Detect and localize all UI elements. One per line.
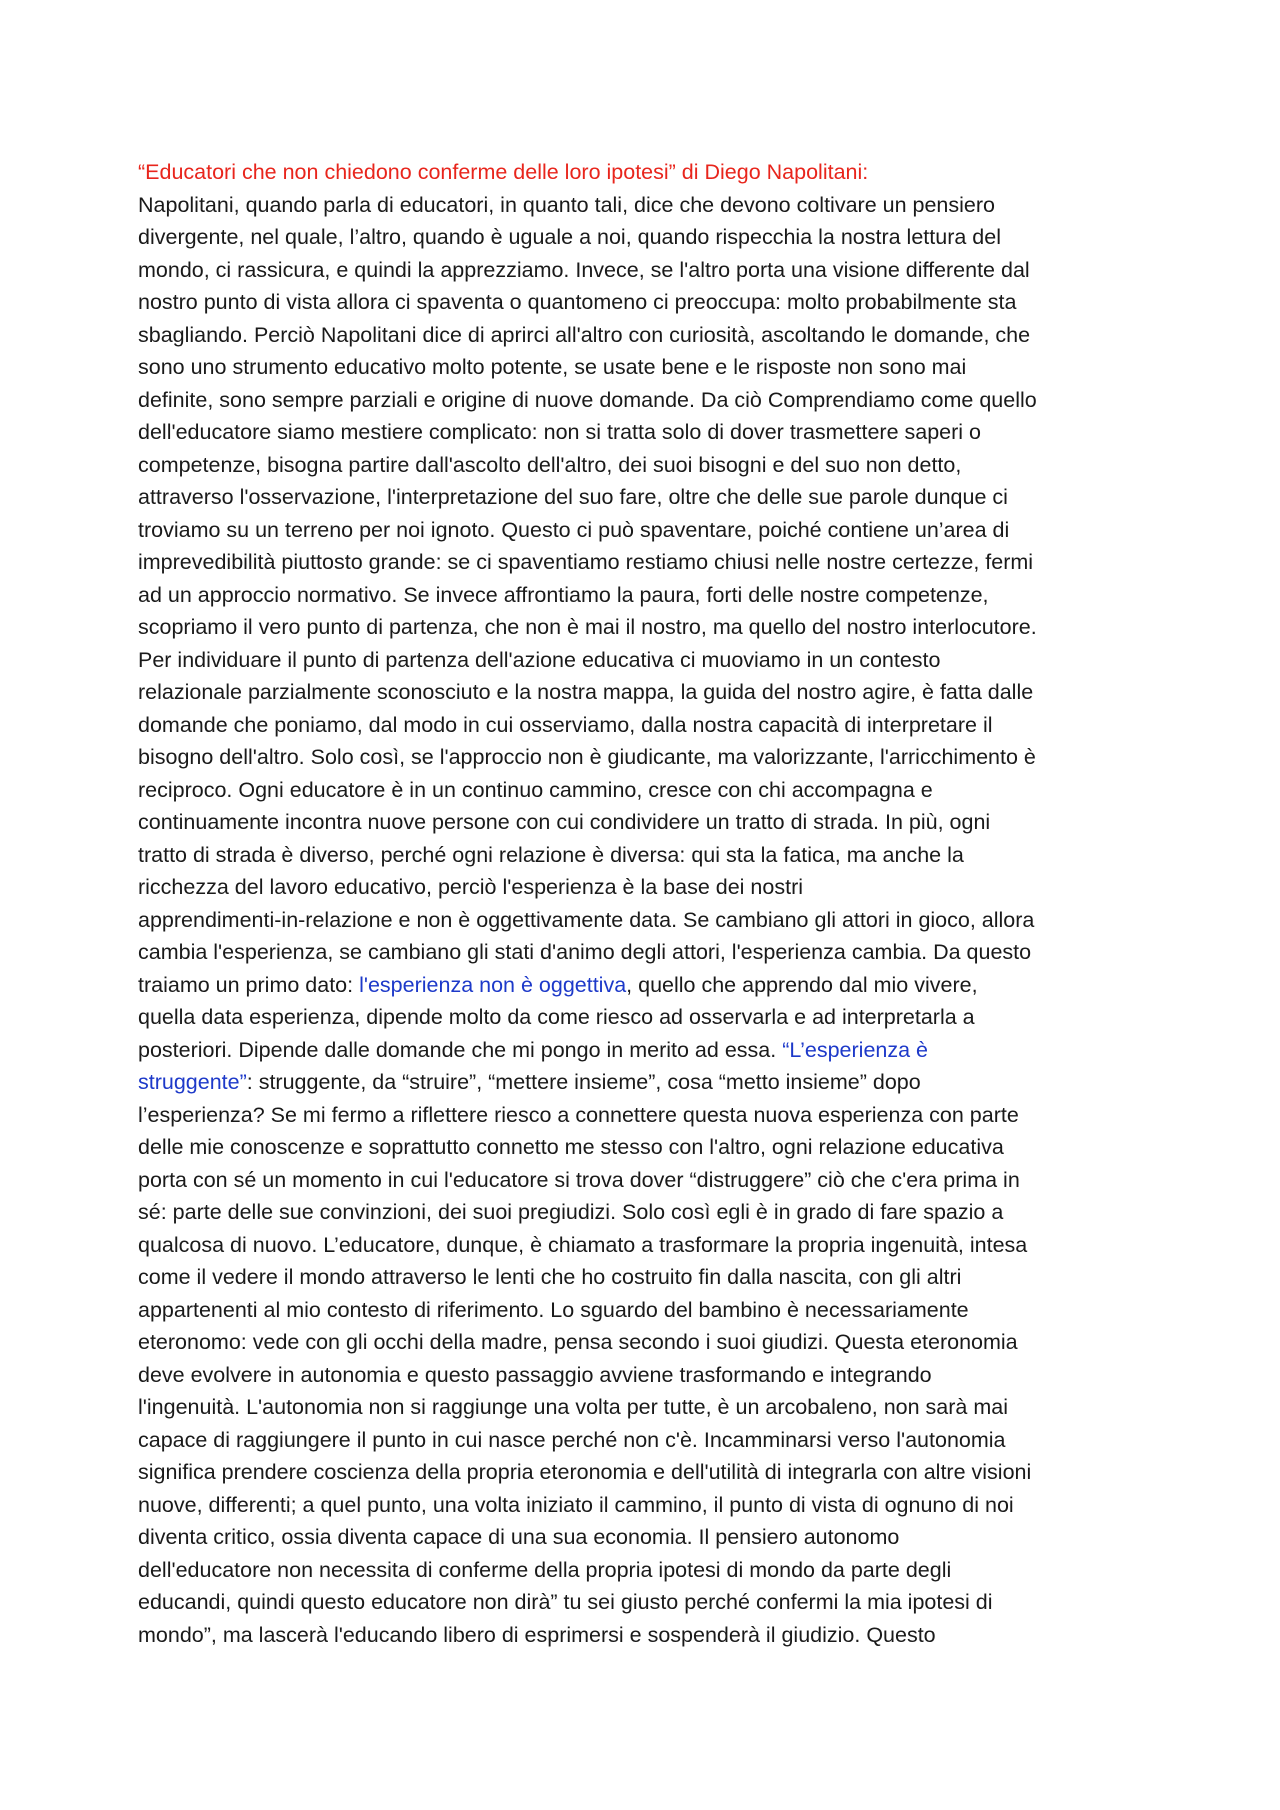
highlighted-phrase: “L’esperienza è bbox=[782, 1037, 929, 1062]
paragraph-line: Per individuare il punto di partenza dell'azione educativa ci muoviamo in un contesto bbox=[138, 647, 941, 672]
paragraph-line bbox=[138, 1066, 1148, 1099]
paragraph-line: reciproco. Ogni educatore è in un continuo cammino, cresce con chi accompagna e bbox=[138, 777, 933, 802]
paragraph-line: come il vedere il mondo attraverso le lenti che ho costruito fin dalla nascita, con gli altri bbox=[138, 1265, 962, 1289]
paragraph-line: eteronomo: vede con gli occhi della madre, pensa secondo i suoi giudizi. Questa eteronomia bbox=[138, 1330, 1018, 1354]
paragraph-line: divergente, nel quale, l’altro, quando è uguale a noi, quando rispecchia la nostra lettura del bbox=[138, 225, 1001, 249]
line-text: traiamo un primo dato: bbox=[138, 972, 360, 997]
paragraph-line: significa prendere coscienza della propria eteronomia e dell'utilità di integrarla con altre visioni bbox=[138, 1460, 1032, 1484]
paragraph-line: nostro punto di vista allora ci spaventa o quantomeno ci preoccupa: molto probabilmente sta bbox=[138, 290, 1017, 314]
paragraph-line: scopriamo il vero punto di partenza, che non è mai il nostro, ma quello del nostro interlocutore. bbox=[138, 615, 1037, 639]
paragraph-line: competenze, bisogna partire dall'ascolto dell'altro, dei suoi bisogni e del suo non detto, bbox=[138, 452, 962, 477]
paragraph-line: delle mie conoscenze e soprattutto connetto me stesso con l'altro, ogni relazione educativa bbox=[138, 1135, 1004, 1159]
paragraph-line: sono uno strumento educativo molto potente, se usate bene e le risposte non sono mai bbox=[138, 355, 967, 379]
paragraph-line: sé: parte delle sue convinzioni, dei suoi pregiudizi. Solo così egli è in grado di fare spazio a bbox=[138, 1200, 1004, 1224]
paragraph-line: troviamo su un terreno per noi ignoto. Questo ci può spaventare, poiché contiene un’area di bbox=[138, 517, 1010, 542]
paragraph-line: sbagliando. Perciò Napolitani dice di aprirci all'altro con curiosità, ascoltando le domande, che bbox=[138, 322, 1031, 347]
paragraph-line: quella data esperienza, dipende molto da come riesco ad osservarla e ad interpretarla a bbox=[138, 1005, 975, 1029]
paragraph-line: qualcosa di nuovo. L’educatore, dunque, è chiamato a trasformare la propria ingenuità, intesa bbox=[138, 1232, 1028, 1257]
paragraph-line: tratto di strada è diverso, perché ogni relazione è diversa: qui sta la fatica, ma anche la bbox=[138, 842, 964, 867]
paragraph-line: nuove, differenti; a quel punto, una volta iniziato il cammino, il punto di vista di ognuno di noi bbox=[138, 1492, 1014, 1517]
line-text: : struggente, da “struire”, “mettere insieme”, cosa “metto insieme” dopo bbox=[246, 1070, 921, 1094]
paragraph-line: attraverso l'osservazione, l'interpretazione del suo fare, oltre che delle sue parole dunque ci bbox=[138, 485, 1008, 509]
paragraph-line: dell'educatore non necessita di conferme della propria ipotesi di mondo da parte degli bbox=[138, 1557, 952, 1582]
paragraph-line: deve evolvere in autonomia e questo passaggio avviene trasformando e integrando bbox=[138, 1362, 932, 1387]
paragraph-line: educandi, quindi questo educatore non dirà” tu sei giusto perché confermi la mia ipotesi di bbox=[138, 1590, 993, 1614]
paragraph-line: ad un approccio normativo. Se invece affrontiamo la paura, forti delle nostre competenze, bbox=[138, 582, 989, 607]
paragraph-line bbox=[138, 969, 1148, 1002]
paragraph-line: ricchezza del lavoro educativo, perciò l'esperienza è la base dei nostri bbox=[138, 875, 803, 899]
paragraph-line: diventa critico, ossia diventa capace di una sua economia. Il pensiero autonomo bbox=[138, 1525, 900, 1549]
paragraph-line: l'ingenuità. L'autonomia non si raggiunge una volta per tutte, è un arcobaleno, non sarà mai bbox=[138, 1395, 1008, 1419]
paragraph-line: Napolitani, quando parla di educatori, in quanto tali, dice che devono coltivare un pensiero bbox=[138, 192, 995, 217]
paragraph-line: apprendimenti-in-relazione e non è oggettivamente data. Se cambiano gli attori in gioco, allora bbox=[138, 907, 1035, 932]
document-title: “Educatori che non chiedono conferme delle loro ipotesi” di Diego Napolitani: bbox=[138, 160, 869, 184]
paragraph-line: bisogno dell'altro. Solo così, se l'approccio non è giudicante, ma valorizzante, l'arricchimento è bbox=[138, 745, 1036, 769]
line-text: posteriori. Dipende dalle domande che mi pongo in merito ad essa. bbox=[138, 1037, 783, 1062]
paragraph-line: mondo”, ma lascerà l'educando libero di esprimersi e sospenderà il giudizio. Questo bbox=[138, 1622, 936, 1647]
paragraph-line: domande che poniamo, dal modo in cui osserviamo, dalla nostra capacità di interpretare il bbox=[138, 712, 993, 737]
paragraph-line: continuamente incontra nuove persone con cui condividere un tratto di strada. In più, ogni bbox=[138, 810, 991, 834]
paragraph-line: porta con sé un momento in cui l'educatore si trova dover “distruggere” ciò che c'era prima in bbox=[138, 1167, 1020, 1192]
paragraph-line: l’esperienza? Se mi fermo a riflettere riesco a connettere questa nuova esperienza con parte bbox=[138, 1102, 1019, 1127]
line-text: , quello che apprendo dal mio vivere, bbox=[626, 972, 978, 997]
paragraph-line bbox=[138, 1034, 1148, 1067]
paragraph-line: imprevedibilità piuttosto grande: se ci spaventiamo restiamo chiusi nelle nostre certezze, fermi bbox=[138, 550, 1034, 574]
paragraph-line: cambia l'esperienza, se cambiano gli stati d'animo degli attori, l'esperienza cambia. Da questo bbox=[138, 940, 1032, 964]
document-body bbox=[138, 156, 1148, 1651]
paragraph-line: relazionale parzialmente sconosciuto e la nostra mappa, la guida del nostro agire, è fatta dalle bbox=[138, 680, 1034, 704]
paragraph-line: mondo, ci rassicura, e quindi la apprezziamo. Invece, se l'altro porta una visione differente dal bbox=[138, 257, 1030, 282]
highlighted-phrase: l'esperienza non è oggettiva bbox=[359, 972, 627, 997]
paragraph-line: definite, sono sempre parziali e origine di nuove domande. Da ciò Comprendiamo come quello bbox=[138, 387, 1037, 412]
highlighted-phrase: struggente” bbox=[138, 1070, 247, 1094]
paragraph-line: capace di raggiungere il punto in cui nasce perché non c'è. Incamminarsi verso l'autonomia bbox=[138, 1427, 1006, 1452]
paragraph-line: dell'educatore siamo mestiere complicato: non si tratta solo di dover trasmettere saperi o bbox=[138, 420, 982, 444]
paragraph-line: appartenenti al mio contesto di riferimento. Lo sguardo del bambino è necessariamente bbox=[138, 1297, 969, 1322]
